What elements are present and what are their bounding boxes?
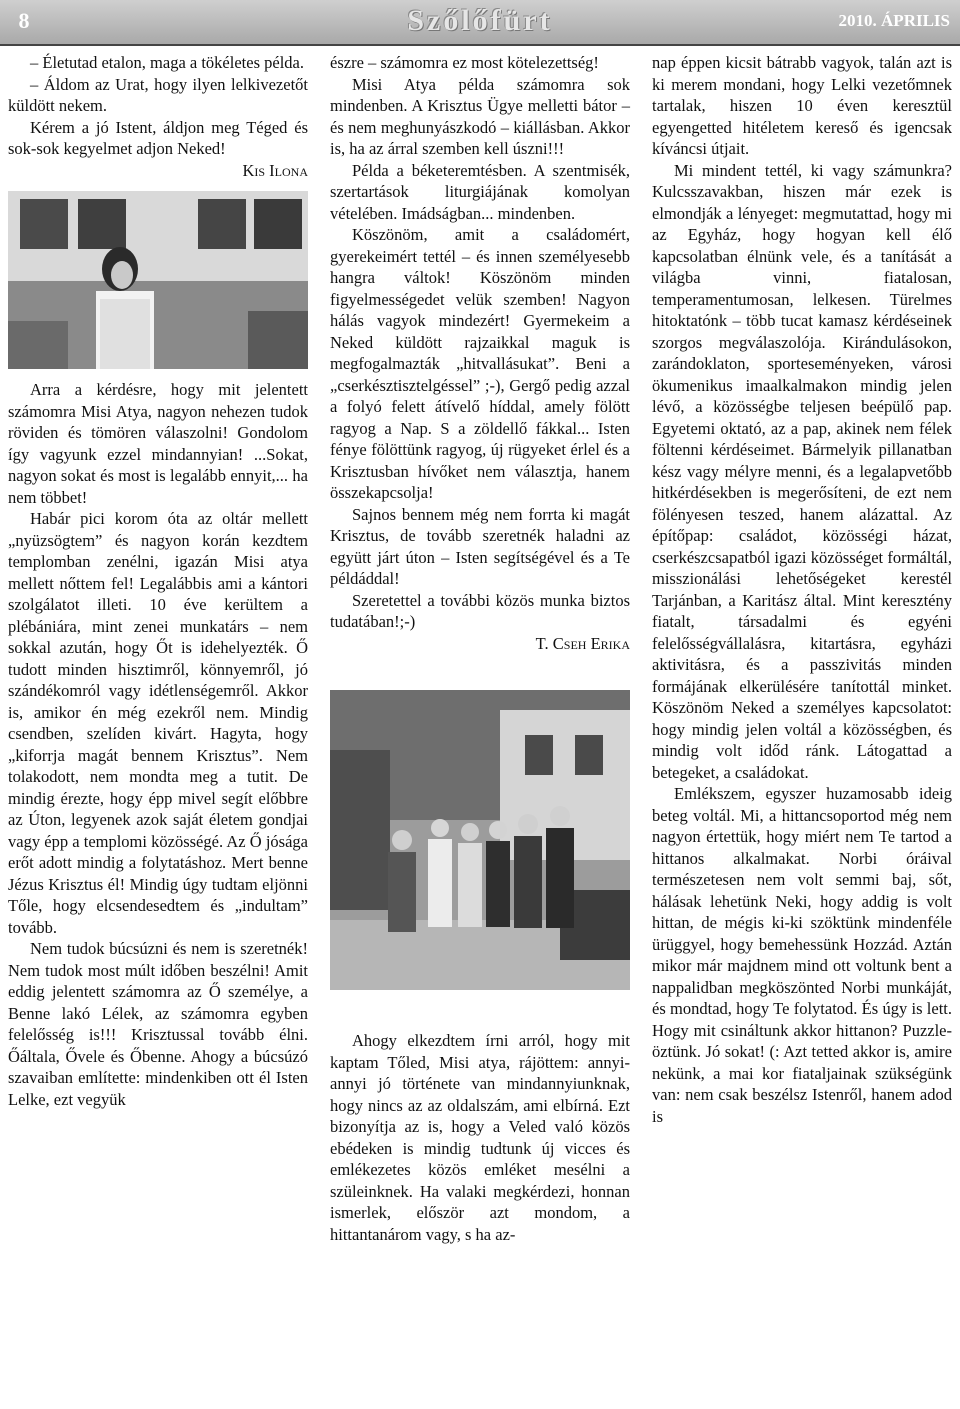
paragraph: Sajnos bennem még nem forrta ki magát Krisztus, de tovább szeretnék haladni az együtt járt úton – Isten segítségével és a Te példáddal! — [330, 504, 630, 588]
paragraph: Misi Atya példa számomra sok mindenben. A Krisztus Ügye melletti bátor – és nem meghunyászkodó – kiállásban. Akkor is, ha az árral szemben kell úszni!!! — [330, 74, 630, 158]
page-number: 8 — [18, 8, 30, 33]
column-2 — [330, 52, 630, 1245]
paragraph: Köszönöm, amit a családomért, gyerekeimért tettél – és innen személyesebb hangra váltok! Köszönöm minden figyelmességedet velük szemben! Nagyon hálás vagyok mindezért! Gyermekeim a Neked küldött rajzaikkal maguk is megfogalmazták „hitvallásukat”. Beni a „cserkésztisztelgéssel” ;-), Gergő pedig azzal a folyó felett átívelő híddal, amely fölött ragyog a Nap. S a zöldellő fákkal... Isten fénye fölöttünk ragyog, új rügyeket érlel és a Krisztusban hívőket nem választja, hanem összekapcsolja! — [330, 225, 630, 502]
paragraph: Mi mindent tettél, ki vagy számunkra? Kulcsszavakban, hiszen már ezek is elmondják a lényeget: megmutattad, hogy mi az Egyház, hogy hogyan kell élő kapcsolatban élnünk vele, és a tanítását a világba vinni, fiatalosan, temperamentumosan, lelkesen. Türelmes hitoktatónk – több tucat kamasz kérdéseinek szorgos megválaszolója. Kirándulásokon, zarándoklaton, sporteseményeken, városi ökumenikus imaalkalmakon mindig jelen lévő, a közösségbe teljesen beépülő pap. Egyetemi oktató, az a pap, akinek nem félek föltenni kérdéseimet. Bármelyik pillanatban kész vagy mélyre menni, és a legalapvetőbb hitkérdésekben is megerősíteni, de ezt nem fölényesen teszed, hanem alázattal. Az építőpap: családot, közösségi házat, cserkészcsapatból igazi közösséget formáltál, misszionálási lehetőségeket kerestél Tarjánban, a Karitász által. Mint keresztény fiatalt, társadalmi és egyéni felelősségvállalásra, kitartásra, egyházi aktivitásra, és a passzivitás minden formájának elkerülésére tanítottál minket. Köszönöm Neked a személyes kapcsolatot: hogy mindig jelen voltál a közösségben, és mindig volt időd ránk. Látogattad a betegeket, a családokat. — [652, 160, 952, 782]
paragraph: észre – számomra ez most kötelezettség! — [330, 53, 599, 72]
author-signature: Kis Ilona — [242, 160, 308, 180]
paragraph: Szeretettel a további közös munka biztos tudatában!;-) — [330, 590, 630, 631]
paragraph: Habár pici korom óta az oltár mellett „nyüzsögtem” és nagyon korán kezdtem templomban zenélni, igazán Misi atya mellett nőttem fel! Legalábbis ami a kántori szolgálatot illeti. 10 éve kerültem a plébániára, mint zenei munkatárs – nem sokkal azután, hogy Őt is idehelyezték. Ő tudott minden hisztimről, könnyemről, jó szándékomról vagy idétlenségemről. Akkor is, amikor én még ezekről nem. Mindig csendben, szelíden kivárt. Hagyta, hogy „kiforrja magát bennem Krisztus”. Nem tolakodott, nem mondta meg a tutit. De mindig érezte, hogy épp mivel segít előbbre az Úton, legyenek azok saját életem gondjai vagy épp a templomi közösségé. Az Ő jósága erőt adott mindig a folytatáshoz. Mert benne Jézus Krisztus él! Mindig úgy tudtam eljönni Tőle, hogy elcsendesedtem és „indultam” tovább. — [8, 509, 308, 937]
paragraph: Kérem a jó Istent, áldjon meg Téged és sok-sok kegyelmet adjon Neked! — [8, 117, 308, 158]
paragraph: Emlékszem, egyszer huzamosabb ideig beteg voltál. Mi, a hittancsoportod még nem nagyon értettük, hogy miért nem Te tartod a hittanos alkalmakat. Norbi óráival természetesen nem volt semmi baj, sőt, hálásak lehetünk Neki, hogy addig is volt hittan, de mégis ki-ki szöktünk mindenféle ürüggyel, hogy bemehessünk Hozzád. Aztán mikor már majdnem mind ott voltunk bent a nappalidban megköszönted Norbi munkáját, és mondtad, hogy Te folytatod. És úgy is lett. Hogy mit csináltunk akkor hittanon? Puzzle-öztünk. Jó sokat! (: Azt tetted akkor is, amire nekünk, a mai kor fiataljainak szükségünk van: nem csak beszélsz Istenről, hanem adod is — [652, 784, 952, 1126]
paragraph: Példa a béketeremtésben. A szentmisék, szertartások liturgiájának komolyan vételében. Imádságban... mindenben. — [330, 160, 630, 223]
author-signature: T. Cseh Erika — [535, 633, 630, 653]
paragraph: Arra a kérdésre, hogy mit jelentett számomra Misi Atya, nagyon nehezen tudok röviden és tömören válaszolni! Gondolom így vagyunk ezzel mindannyian! ...Sokat, nagyon sokat és most is legalább ennyit,... ha nem többet! — [8, 380, 308, 507]
page-header — [0, 0, 960, 46]
paragraph: Ahogy elkezdtem írni arról, hogy mit kaptam Tőled, Misi atya, rájöttem: annyi-annyi jó története van mindannyiunknak, hogy nincs az az oldalszám, ami elbírná. Ezt bizonyítja az is, hogy a Veled való közös ebédeken is mindig tudtunk új vicces és emlékezetes közös emléket mesélni a szüleinknek. Ha valaki megkérdezi, honnan ismerlek, először azt mondom, a hittantanárom vagy, s ha az- — [330, 1031, 630, 1244]
issue-date: 2010. ÁPRILIS — [838, 11, 950, 30]
masthead-title: Szőlőfürt — [407, 4, 553, 37]
paragraph: – Életutad etalon, maga a tökéletes példa. — [30, 53, 304, 72]
column-3 — [652, 52, 952, 1127]
photo-group-of-youth — [330, 690, 630, 990]
paragraph: nap éppen kicsit bátrabb vagyok, talán azt is ki merem mondani, hogy Lelki vezetőmnek tartalak, hiszen 10 éven keresztül egyengetted hitéletem kereső és igencsak kíváncsi útjait. — [652, 53, 952, 158]
column-1 — [8, 52, 308, 1110]
photo-reader-at-lectern — [8, 191, 308, 369]
paragraph: Nem tudok búcsúzni és nem is szeretnék! Nem tudok most múlt időben beszélni! Amit eddig jelentett számomra az Ő személye, a Benne lakó Lélek, az számomra egyben felelősség is!!! Krisztussal tovább élni. Őáltala, Ővele és Őbenne. Ahogy a búcsúzó szavaiban említette: mindenkiben ott él Isten Lelke, ezt vegyük — [8, 939, 308, 1109]
paragraph: – Áldom az Urat, hogy ilyen lelkivezetőt küldött nekem. — [8, 74, 308, 115]
